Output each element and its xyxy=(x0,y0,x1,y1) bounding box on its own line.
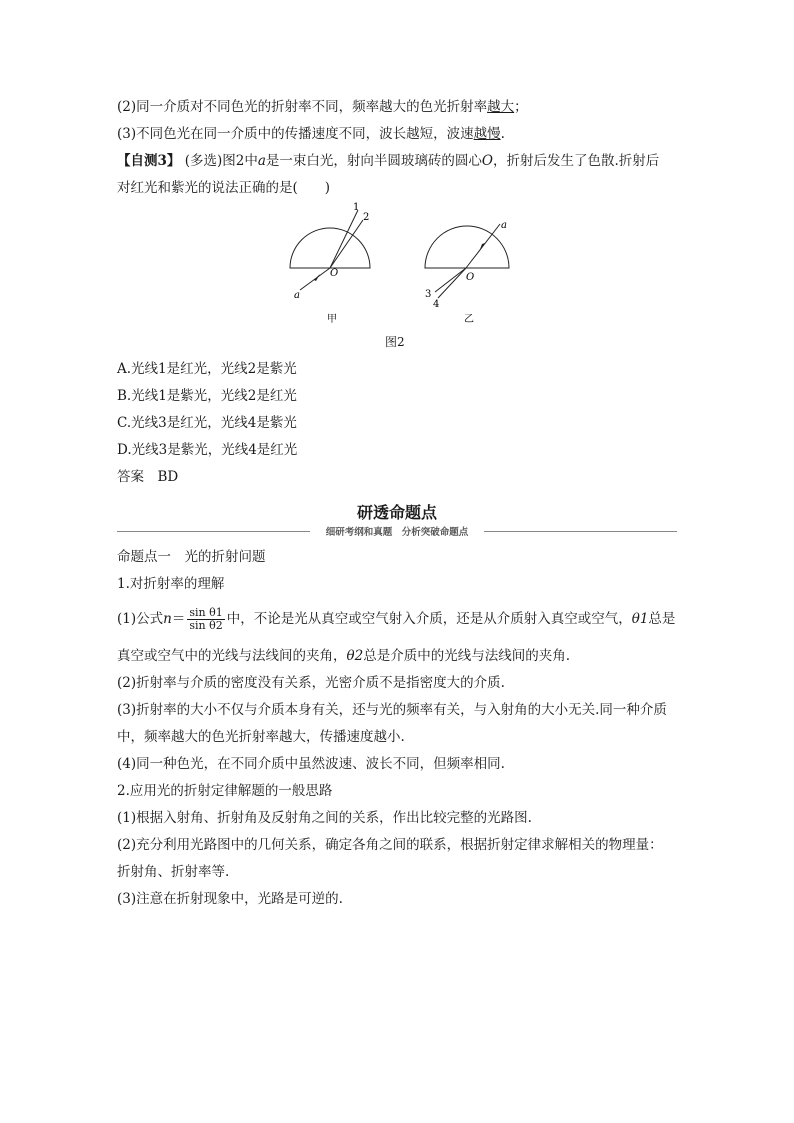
exercise-line-2: 对红光和紫光的说法正确的是( ) xyxy=(117,180,331,196)
intro-line-2-end: ； xyxy=(514,99,528,115)
right-caption: 乙 xyxy=(464,314,474,325)
intro-line-2-text: (2)同一介质对不同色光的折射率不同，频率越大的色光折射率 xyxy=(117,99,488,115)
intro-line-2-underline: 越大 xyxy=(487,99,515,115)
intro-line-2 xyxy=(117,98,528,116)
exercise-var-o: O xyxy=(481,153,493,169)
topic-p1-line2-b: 总是介质中的光线与法线间的夹角. xyxy=(363,648,571,664)
left-label-1: 1 xyxy=(353,202,360,213)
topic-p1-eq: ＝ xyxy=(171,611,186,627)
intro-line-3-text: (3)不同色光在同一介质中的传播速度不同，波长越短，波速 xyxy=(117,126,474,142)
topic-sub-2: 2.应用光的折射定律解题的一般思路 xyxy=(117,783,333,799)
right-label-4: 4 xyxy=(433,299,440,310)
topic-p3-line1: (3)折射率的大小不仅与介质本身有关，还与光的频率有关，与入射角的大小无关.同一种介质 xyxy=(117,702,667,718)
topic-q1: (1)根据入射角、折射角及反射角之间的关系，作出比较完整的光路图. xyxy=(117,810,532,826)
figure-left xyxy=(290,202,370,301)
topic-p1-b: 中，不论是光从真空或空气射入介质，还是从介质射入真空或空气， xyxy=(226,611,632,627)
figure-caption: 图2 xyxy=(385,335,405,349)
right-ray-4 xyxy=(438,268,466,298)
topic-sub-1: 1.对折射率的理解 xyxy=(117,576,225,592)
intro-line-3 xyxy=(117,125,505,143)
topic-p2: (2)折射率与介质的密度没有关系，光密介质不是指密度大的介质. xyxy=(117,675,505,691)
fraction-numerator: sin θ1 xyxy=(189,606,223,619)
section-subtitle: 细研考纲和真题 分析突破命题点 xyxy=(325,527,469,538)
left-ray-2 xyxy=(330,220,363,268)
topic-p1-c: 总是 xyxy=(648,611,676,627)
topic-p4: (4)同一种色光，在不同介质中虽然波速、波长不同，但频率相同. xyxy=(117,756,505,772)
topic-q2-line2: 折射角、折射率等. xyxy=(117,864,230,880)
section-title: 研透命题点 xyxy=(356,503,437,522)
intro-line-3-underline: 越慢 xyxy=(473,126,501,142)
left-label-2: 2 xyxy=(363,212,370,223)
left-ray-1 xyxy=(330,210,358,268)
exercise-tag: 【自测3】 xyxy=(117,153,181,169)
topic-p1-theta1: θ1 xyxy=(631,611,649,627)
exercise-var-a: a xyxy=(257,153,266,169)
topic-heading: 命题点一 光的折射问题 xyxy=(117,549,266,565)
left-label-o: O xyxy=(330,268,339,279)
exercise-text-c: ，折射后发生了色散.折射后 xyxy=(492,153,660,169)
figure-2-diagram xyxy=(270,198,530,330)
topic-p1-line2-a: 真空或空气中的光线与法线间的夹角， xyxy=(117,648,347,664)
left-arrow-incident xyxy=(314,274,320,281)
topic-p1-line2 xyxy=(117,647,570,665)
option-a: A.光线1是红光，光线2是紫光 xyxy=(117,361,297,377)
right-label-3: 3 xyxy=(425,289,432,300)
topic-p1-theta2: θ2 xyxy=(346,648,364,664)
topic-p1-a: (1)公式 xyxy=(117,611,164,627)
topic-q2-line1: (2)充分利用光路图中的几何关系，确定各角之间的联系，根据折射定律求解相关的物理量： xyxy=(117,837,663,853)
refraction-fraction xyxy=(187,607,224,632)
topic-p1-n: n xyxy=(163,611,172,627)
option-c: C.光线3是红光，光线4是紫光 xyxy=(117,415,297,431)
exercise-line-1 xyxy=(117,152,659,170)
topic-q3: (3)注意在折射现象中，光路是可逆的. xyxy=(117,891,343,907)
right-label-o: O xyxy=(466,272,475,283)
left-caption: 甲 xyxy=(327,314,337,325)
figure-right xyxy=(425,220,509,310)
right-label-a: a xyxy=(501,220,507,231)
option-d: D.光线3是紫光，光线4是红光 xyxy=(117,442,298,458)
right-ray-3 xyxy=(435,268,466,292)
exercise-text-b: 是一束白光，射向半圆玻璃砖的圆心 xyxy=(265,153,482,169)
left-label-a: a xyxy=(294,290,300,301)
exercise-text-a: (多选)图2中 xyxy=(184,153,258,169)
option-b: B.光线1是紫光，光线2是红光 xyxy=(117,388,297,404)
left-semicircle xyxy=(290,228,370,268)
intro-line-3-end: . xyxy=(500,126,505,142)
fraction-denominator: sin θ2 xyxy=(189,619,223,632)
right-semicircle xyxy=(425,226,509,268)
answer: 答案 BD xyxy=(117,469,179,485)
topic-p1-line1 xyxy=(117,602,675,636)
topic-p3-line2: 中，频率越大的色光折射率越大，传播速度越小. xyxy=(117,729,405,745)
